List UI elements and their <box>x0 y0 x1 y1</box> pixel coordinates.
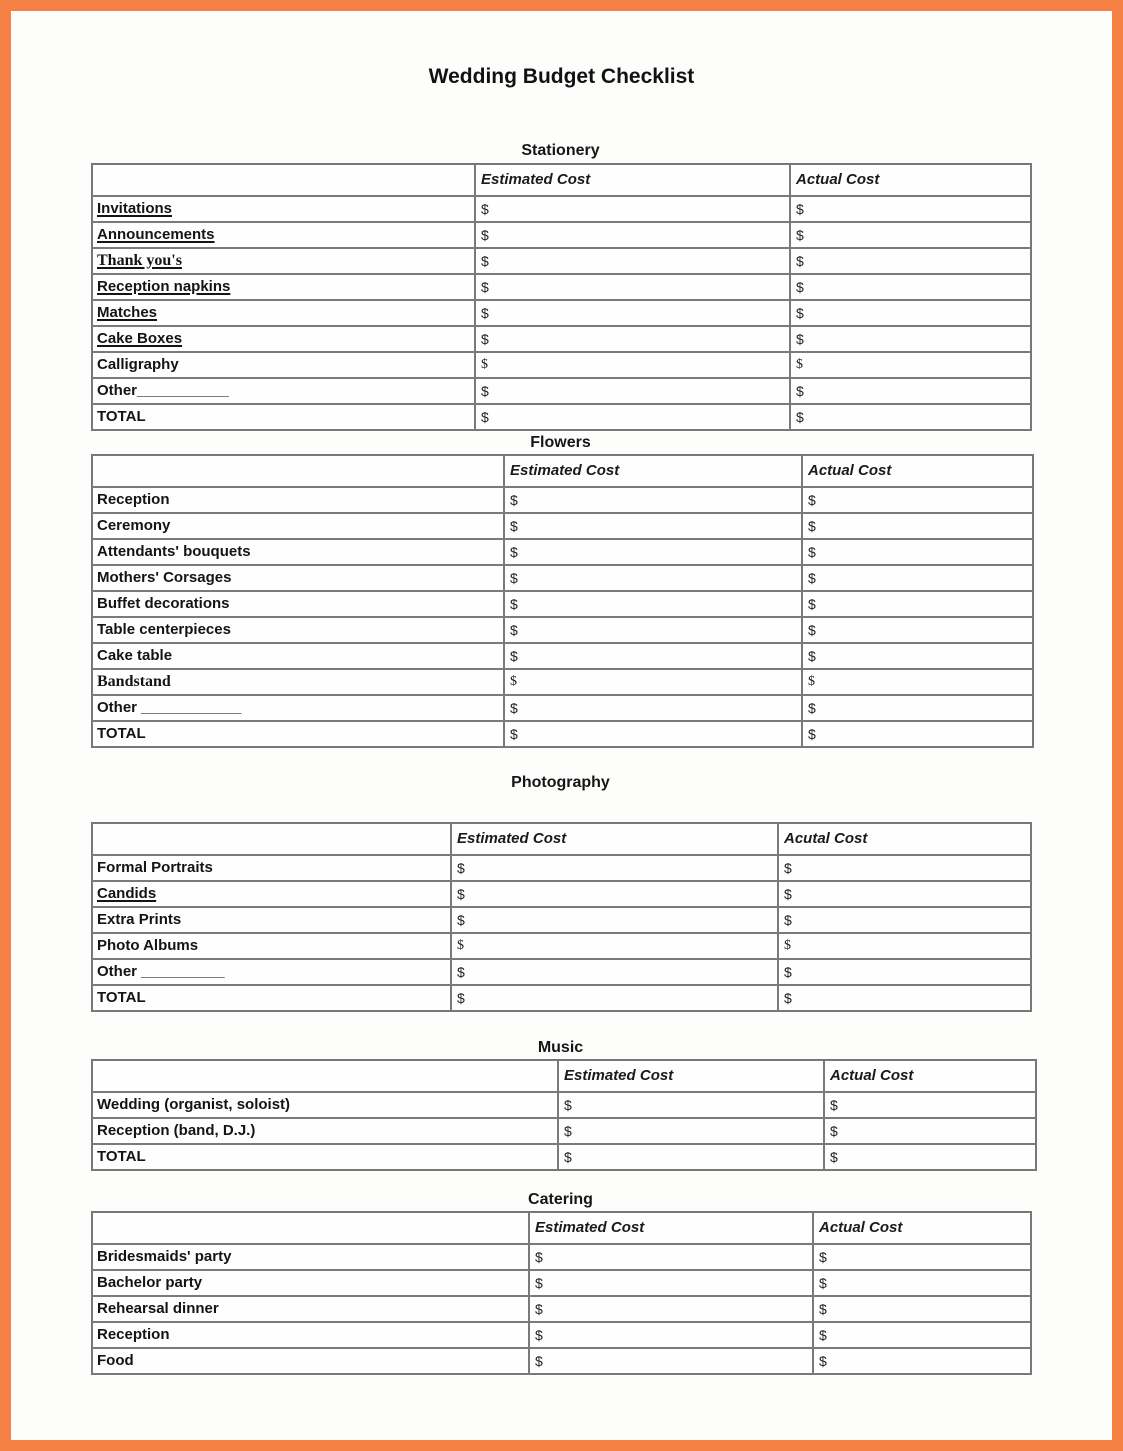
estimated-cost-header: Estimated Cost <box>451 823 778 855</box>
actual-cost-cell: $ <box>802 487 1033 513</box>
actual-cost-cell: $ <box>802 695 1033 721</box>
actual-cost-cell: $ <box>813 1348 1031 1374</box>
table-row <box>92 669 1033 695</box>
table-row <box>92 985 1031 1011</box>
estimated-cost-cell: $ <box>504 695 802 721</box>
table-row <box>92 617 1033 643</box>
actual-cost-cell: $ <box>802 513 1033 539</box>
estimated-cost-cell: $ <box>504 617 802 643</box>
actual-cost-cell: $ <box>790 196 1031 222</box>
estimated-cost-cell: $ <box>504 721 802 747</box>
section-heading-music: Music <box>537 1039 584 1056</box>
actual-cost-cell: $ <box>778 881 1031 907</box>
row-label: Other ____________ <box>97 699 242 716</box>
actual-cost-header: Actual Cost <box>802 455 1033 487</box>
row-label: TOTAL <box>97 725 146 742</box>
table-row <box>92 855 1031 881</box>
actual-cost-cell: $ <box>813 1322 1031 1348</box>
estimated-cost-cell: $ <box>451 933 778 959</box>
row-label-cell <box>92 1144 558 1170</box>
row-label-cell <box>92 1270 529 1296</box>
row-label: Matches <box>97 304 158 321</box>
row-label-cell <box>92 907 451 933</box>
row-label: TOTAL <box>97 408 146 425</box>
actual-cost-cell: $ <box>778 855 1031 881</box>
estimated-cost-header: Estimated Cost <box>558 1060 824 1092</box>
table-row <box>92 378 1031 404</box>
actual-cost-cell: $ <box>802 617 1033 643</box>
row-label: Buffet decorations <box>97 595 230 612</box>
row-label-cell <box>92 274 475 300</box>
empty-header-cell <box>92 823 451 855</box>
row-label-cell <box>92 933 451 959</box>
empty-header-cell <box>92 1212 529 1244</box>
actual-cost-cell: $ <box>802 643 1033 669</box>
actual-cost-cell: $ <box>802 565 1033 591</box>
estimated-cost-cell: $ <box>475 378 790 404</box>
estimated-cost-cell: $ <box>451 855 778 881</box>
row-label-cell <box>92 1348 529 1374</box>
row-label: Announcements <box>97 226 215 243</box>
actual-cost-cell: $ <box>790 300 1031 326</box>
empty-header-cell <box>92 1060 558 1092</box>
header-row <box>92 455 1033 487</box>
header-row <box>92 164 1031 196</box>
row-label-cell <box>92 959 451 985</box>
table-row <box>92 1144 1036 1170</box>
estimated-cost-cell: $ <box>451 907 778 933</box>
table-row <box>92 959 1031 985</box>
section-music <box>91 1038 1035 1171</box>
estimated-cost-cell: $ <box>504 565 802 591</box>
row-label-cell <box>92 1118 558 1144</box>
row-label: Other___________ <box>97 382 229 399</box>
row-label-cell <box>92 695 504 721</box>
actual-cost-cell: $ <box>824 1118 1036 1144</box>
row-label-cell <box>92 352 475 378</box>
row-label: Cake table <box>97 647 173 664</box>
row-label: Bachelor party <box>97 1274 203 1291</box>
row-label: Ceremony <box>97 517 171 534</box>
row-label-cell <box>92 513 504 539</box>
table-row <box>92 274 1031 300</box>
table-row <box>92 881 1031 907</box>
estimated-cost-cell: $ <box>475 222 790 248</box>
estimated-cost-cell: $ <box>475 300 790 326</box>
row-label-cell <box>92 300 475 326</box>
estimated-cost-cell: $ <box>475 274 790 300</box>
table-row <box>92 300 1031 326</box>
estimated-cost-cell: $ <box>504 487 802 513</box>
row-label: Extra Prints <box>97 911 182 928</box>
music-table <box>91 1059 1037 1171</box>
row-label-cell <box>92 643 504 669</box>
estimated-cost-cell: $ <box>475 326 790 352</box>
table-row <box>92 539 1033 565</box>
row-label: Table centerpieces <box>97 621 231 638</box>
estimated-cost-cell: $ <box>504 669 802 695</box>
row-label-cell <box>92 487 504 513</box>
row-label: Cake Boxes <box>97 330 183 347</box>
row-label: Bandstand <box>97 673 171 690</box>
estimated-cost-cell: $ <box>529 1244 813 1270</box>
row-label: Photo Albums <box>97 937 199 954</box>
estimated-cost-cell: $ <box>451 959 778 985</box>
row-label: Reception (band, D.J.) <box>97 1122 256 1139</box>
row-label-cell <box>92 222 475 248</box>
estimated-cost-cell: $ <box>558 1118 824 1144</box>
row-label-cell <box>92 1244 529 1270</box>
table-row <box>92 1092 1036 1118</box>
table-row <box>92 1118 1036 1144</box>
table-row <box>92 326 1031 352</box>
actual-cost-header: Actual Cost <box>813 1212 1031 1244</box>
row-label: Invitations <box>97 200 173 217</box>
row-label-cell <box>92 1296 529 1322</box>
estimated-cost-cell: $ <box>504 539 802 565</box>
actual-cost-cell: $ <box>790 378 1031 404</box>
row-label-cell <box>92 881 451 907</box>
row-label: Mothers' Corsages <box>97 569 232 586</box>
table-row <box>92 1322 1031 1348</box>
table-row <box>92 1244 1031 1270</box>
row-label-cell <box>92 721 504 747</box>
table-row <box>92 352 1031 378</box>
table-row <box>92 222 1031 248</box>
row-label: Attendants' bouquets <box>97 543 251 560</box>
page-title: Wedding Budget Checklist <box>428 65 695 88</box>
table-row <box>92 565 1033 591</box>
row-label-cell <box>92 378 475 404</box>
row-label: TOTAL <box>97 1148 146 1165</box>
table-row <box>92 487 1033 513</box>
row-label: Reception napkins <box>97 278 231 295</box>
actual-cost-cell: $ <box>790 352 1031 378</box>
catering-table <box>91 1211 1032 1375</box>
estimated-cost-header: Estimated Cost <box>475 164 790 196</box>
actual-cost-cell: $ <box>790 274 1031 300</box>
table-row <box>92 1348 1031 1374</box>
table-row <box>92 933 1031 959</box>
actual-cost-cell: $ <box>778 959 1031 985</box>
row-label: Thank you's <box>97 252 182 269</box>
row-label-cell <box>92 565 504 591</box>
row-label-cell <box>92 326 475 352</box>
table-row <box>92 643 1033 669</box>
estimated-cost-cell: $ <box>451 881 778 907</box>
row-label-cell <box>92 248 475 274</box>
section-heading-photography: Photography <box>511 774 610 791</box>
estimated-cost-cell: $ <box>475 352 790 378</box>
row-label-cell <box>92 855 451 881</box>
row-label: Wedding (organist, soloist) <box>97 1096 291 1113</box>
row-label-cell <box>92 591 504 617</box>
row-label: Candids <box>97 885 157 902</box>
actual-cost-cell: $ <box>824 1092 1036 1118</box>
section-heading-catering: Catering <box>528 1191 593 1208</box>
row-label-cell <box>92 404 475 430</box>
actual-cost-cell: $ <box>813 1270 1031 1296</box>
row-label-cell <box>92 1322 529 1348</box>
row-label: Calligraphy <box>97 356 179 373</box>
estimated-cost-cell: $ <box>475 196 790 222</box>
table-row <box>92 1270 1031 1296</box>
row-label: Food <box>97 1352 134 1369</box>
estimated-cost-cell: $ <box>529 1348 813 1374</box>
table-row <box>92 695 1033 721</box>
estimated-cost-cell: $ <box>529 1322 813 1348</box>
actual-cost-cell: $ <box>802 721 1033 747</box>
table-row <box>92 721 1033 747</box>
actual-cost-cell: $ <box>824 1144 1036 1170</box>
row-label: Formal Portraits <box>97 859 213 876</box>
table-row <box>92 591 1033 617</box>
estimated-cost-cell: $ <box>558 1092 824 1118</box>
section-stationery <box>91 141 1035 431</box>
row-label-cell <box>92 985 451 1011</box>
stationery-table <box>91 163 1032 431</box>
empty-header-cell <box>92 455 504 487</box>
actual-cost-cell: $ <box>802 539 1033 565</box>
table-row <box>92 907 1031 933</box>
actual-cost-cell: $ <box>813 1296 1031 1322</box>
row-label: Rehearsal dinner <box>97 1300 219 1317</box>
section-photography <box>91 773 1035 1012</box>
row-label: Reception <box>97 491 170 508</box>
section-heading-stationery: Stationery <box>521 142 600 159</box>
table-row <box>92 404 1031 430</box>
estimated-cost-cell: $ <box>504 591 802 617</box>
estimated-cost-cell: $ <box>475 404 790 430</box>
actual-cost-cell: $ <box>790 404 1031 430</box>
estimated-cost-cell: $ <box>529 1270 813 1296</box>
row-label: Reception <box>97 1326 170 1343</box>
estimated-cost-cell: $ <box>451 985 778 1011</box>
estimated-cost-cell: $ <box>558 1144 824 1170</box>
estimated-cost-cell: $ <box>475 248 790 274</box>
actual-cost-cell: $ <box>778 985 1031 1011</box>
header-row <box>92 1060 1036 1092</box>
actual-cost-cell: $ <box>790 326 1031 352</box>
actual-cost-cell: $ <box>802 669 1033 695</box>
actual-cost-header: Actual Cost <box>790 164 1031 196</box>
section-catering <box>91 1190 1035 1375</box>
flowers-table <box>91 454 1034 748</box>
row-label: Other __________ <box>97 963 225 980</box>
table-row <box>92 1296 1031 1322</box>
actual-cost-header: Actual Cost <box>824 1060 1036 1092</box>
row-label: TOTAL <box>97 989 146 1006</box>
actual-cost-cell: $ <box>802 591 1033 617</box>
actual-cost-cell: $ <box>778 907 1031 933</box>
estimated-cost-cell: $ <box>504 643 802 669</box>
row-label-cell <box>92 196 475 222</box>
row-label-cell <box>92 669 504 695</box>
table-row <box>92 248 1031 274</box>
row-label-cell <box>92 539 504 565</box>
header-row <box>92 823 1031 855</box>
row-label-cell <box>92 1092 558 1118</box>
estimated-cost-cell: $ <box>529 1296 813 1322</box>
table-row <box>92 513 1033 539</box>
empty-header-cell <box>92 164 475 196</box>
actual-cost-cell: $ <box>790 248 1031 274</box>
estimated-cost-header: Estimated Cost <box>529 1212 813 1244</box>
estimated-cost-cell: $ <box>504 513 802 539</box>
actual-cost-header: Acutal Cost <box>778 823 1031 855</box>
photography-table <box>91 822 1032 1012</box>
actual-cost-cell: $ <box>778 933 1031 959</box>
section-flowers <box>91 433 1035 748</box>
sections-container <box>91 141 1035 1375</box>
estimated-cost-header: Estimated Cost <box>504 455 802 487</box>
actual-cost-cell: $ <box>813 1244 1031 1270</box>
row-label: Bridesmaids' party <box>97 1248 232 1265</box>
section-heading-flowers: Flowers <box>530 434 591 451</box>
header-row <box>92 1212 1031 1244</box>
table-row <box>92 196 1031 222</box>
actual-cost-cell: $ <box>790 222 1031 248</box>
row-label-cell <box>92 617 504 643</box>
